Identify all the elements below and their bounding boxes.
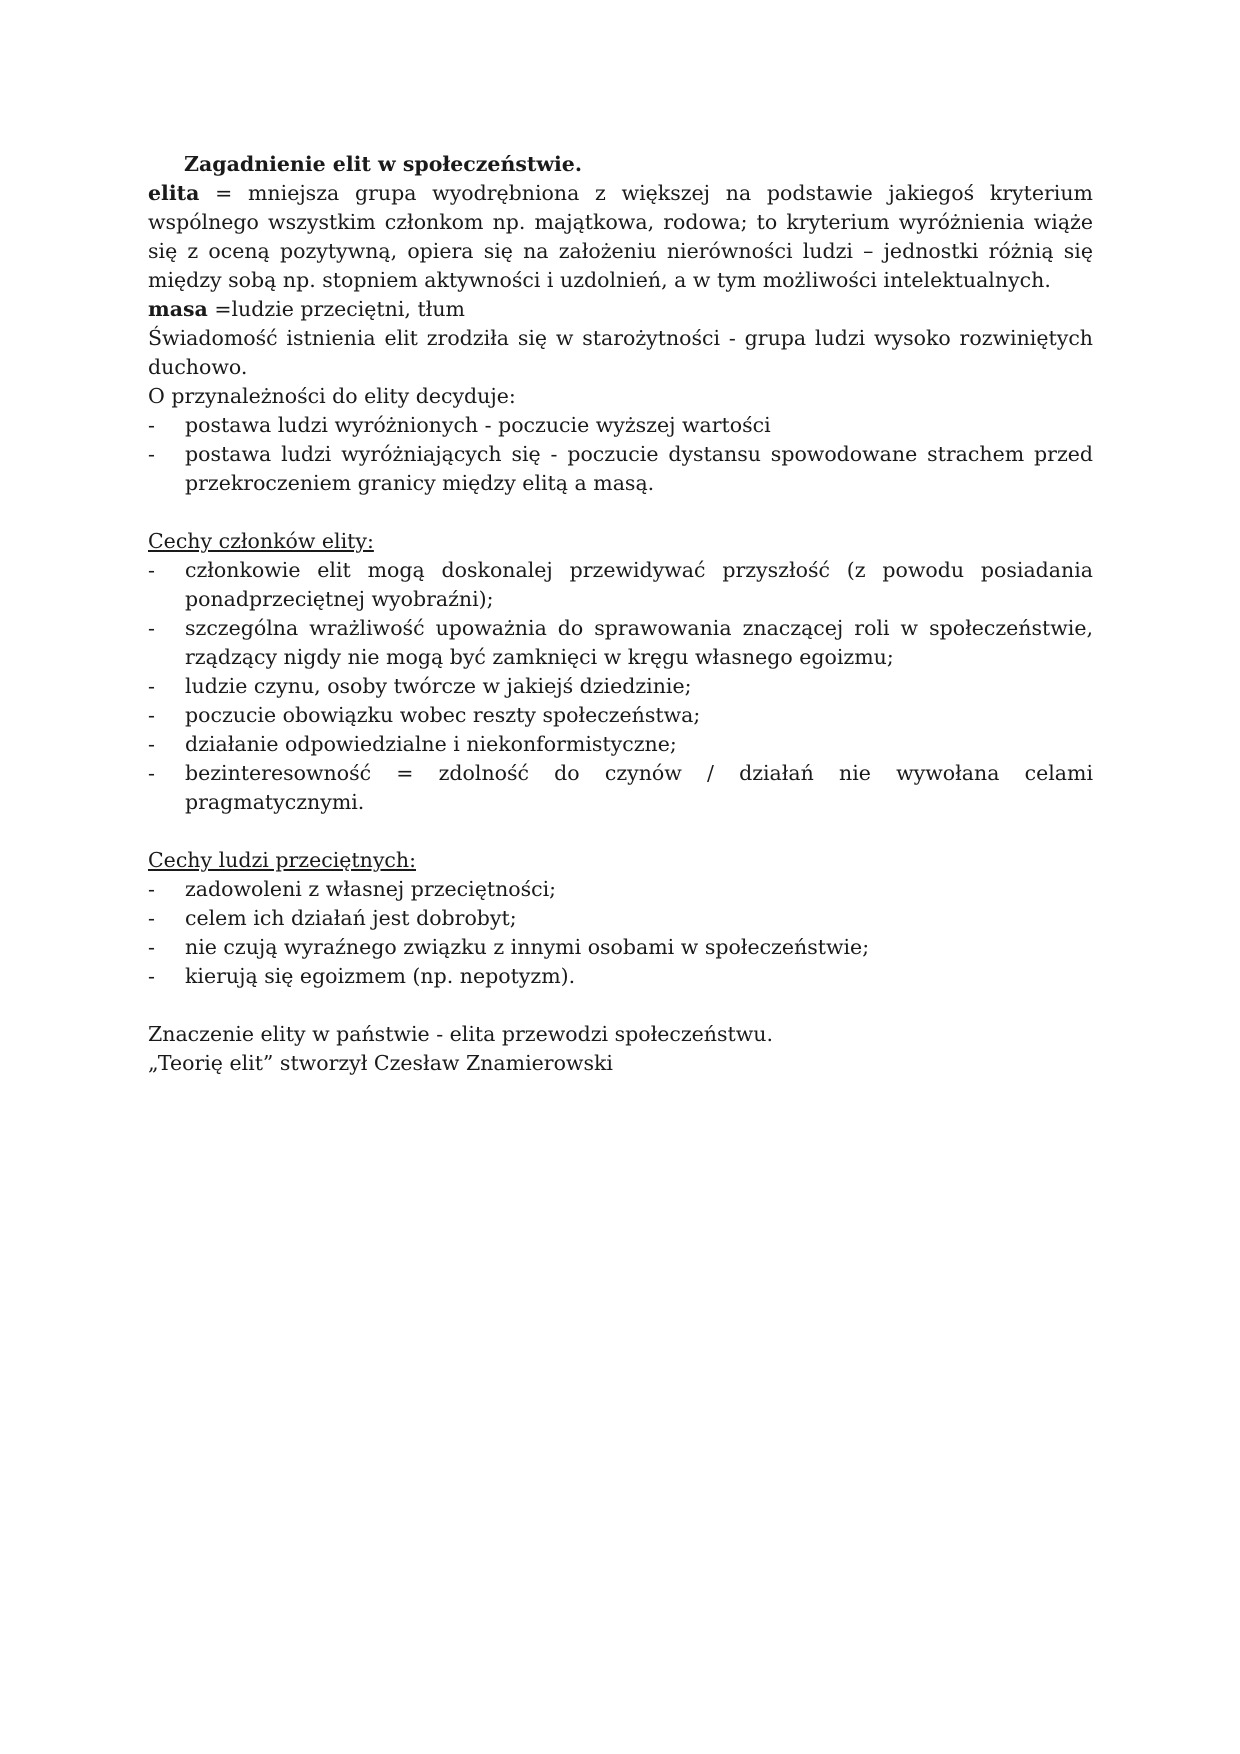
definition-text: =ludzie przeciętni, tłum [207, 297, 465, 321]
definition-text: = mniejsza grupa wyodrębniona z większej na podstawie jakiegoś kryterium wspólnego wszystkim członkom np. majątkowa, rodowa; to kryterium wyróżnienia wiąże się z oceną pozytywną, opiera się na założeniu nierówności ludzi – jednostki różnią się między sobą np. stopniem aktywności i uzdolnień, a w tym możliwości intelektualnych. [148, 181, 1093, 292]
list-marker: - [148, 935, 155, 959]
list-item-text: kierują się egoizmem (np. nepotyzm). [185, 964, 576, 988]
list-item [148, 933, 1093, 962]
list-marker: - [148, 761, 155, 785]
document-title: Zagadnienie elit w społeczeństwie. [184, 152, 582, 176]
list-item-text: celem ich działań jest dobrobyt; [185, 906, 517, 930]
list-marker: - [148, 674, 155, 698]
list-item [148, 440, 1093, 498]
average-traits-heading: Cechy ludzi przeciętnych: [148, 848, 416, 872]
list-marker: - [148, 703, 155, 727]
list-marker: - [148, 732, 155, 756]
conclusion-paragraph: Znaczenie elity w państwie - elita przewodzi społeczeństwu. [148, 1022, 773, 1046]
list-item [148, 614, 1093, 672]
spacer [148, 498, 1093, 527]
list-item [148, 904, 1093, 933]
list-marker: - [148, 558, 155, 582]
list-item [148, 411, 1093, 440]
list-item-text: działanie odpowiedzialne i niekonformistyczne; [185, 732, 677, 756]
definition-term: masa [148, 297, 208, 321]
definition-elita [148, 179, 1093, 295]
elite-traits-heading: Cechy członków elity: [148, 529, 374, 553]
list-marker: - [148, 877, 155, 901]
list-item-text: bezinteresowność = zdolność do czynów / działań nie wywołana celami pragmatycznymi. [185, 761, 1093, 814]
definition-term: elita [148, 181, 200, 205]
membership-intro: O przynależności do elity decyduje: [148, 384, 516, 408]
list-item-text: postawa ludzi wyróżniających się - poczucie dystansu spowodowane strachem przed przekroczeniem granicy między elitą a masą. [185, 442, 1093, 495]
elite-traits-list [148, 556, 1093, 817]
list-item [148, 759, 1093, 817]
list-item-text: zadowoleni z własnej przeciętności; [185, 877, 557, 901]
list-marker: - [148, 964, 155, 988]
list-marker: - [148, 442, 155, 466]
theory-paragraph: „Teorię elit” stworzył Czesław Znamierowski [148, 1051, 613, 1075]
average-traits-list [148, 875, 1093, 991]
list-item [148, 962, 1093, 991]
definition-masa [148, 295, 1093, 324]
list-marker: - [148, 616, 155, 640]
list-item-text: członkowie elit mogą doskonalej przewidywać przyszłość (z powodu posiadania ponadprzeciętnej wyobraźni); [185, 558, 1093, 611]
list-item [148, 556, 1093, 614]
list-item-text: ludzie czynu, osoby twórcze w jakiejś dziedzinie; [185, 674, 692, 698]
list-item [148, 701, 1093, 730]
list-item [148, 672, 1093, 701]
document-page [148, 150, 1093, 1078]
list-item-text: szczególna wrażliwość upoważnia do sprawowania znaczącej roli w społeczeństwie, rządzący nigdy nie mogą być zamknięci w kręgu własnego egoizmu; [185, 616, 1093, 669]
membership-list [148, 411, 1093, 498]
list-item-text: nie czują wyraźnego związku z innymi osobami w społeczeństwie; [185, 935, 870, 959]
list-marker: - [148, 413, 155, 437]
list-item [148, 730, 1093, 759]
list-marker: - [148, 906, 155, 930]
spacer [148, 991, 1093, 1020]
spacer [148, 817, 1093, 846]
list-item [148, 875, 1093, 904]
list-item-text: postawa ludzi wyróżnionych - poczucie wyższej wartości [185, 413, 771, 437]
awareness-paragraph: Świadomość istnienia elit zrodziła się w starożytności - grupa ludzi wysoko rozwiniętych duchowo. [148, 326, 1093, 379]
list-item-text: poczucie obowiązku wobec reszty społeczeństwa; [185, 703, 701, 727]
